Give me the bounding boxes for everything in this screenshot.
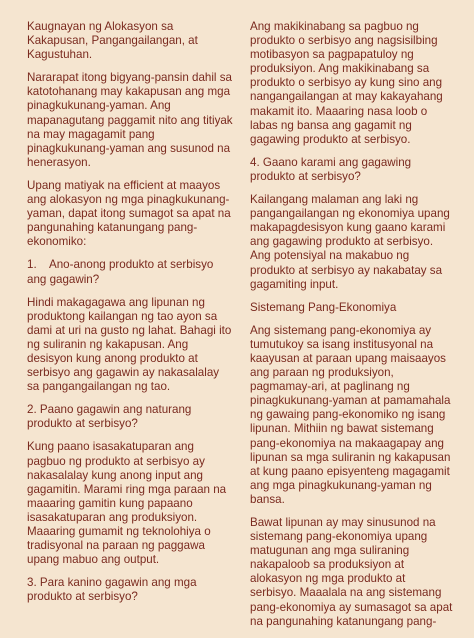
paragraph-kakapusan: Nararapat itong bigyang-pansin dahil sa katotohanang may kakapusan ang mga pinagkukunang-yaman. Ang mapanagutang paggamit nito ang titiyak na may magagamit pang pinagkukunang-yaman ang susunod na henerasyon. [27, 71, 233, 169]
section-title: Kaugnayan ng Alokasyon sa Kakapusan, Pangangailangan, at Kagustuhan. [27, 20, 198, 62]
paragraph-sistema-lipunan: Bawat lipunan ay may sinusunod na sistemang pang-ekonomiya upang matugunan ang mga suliraning nakapaloob sa produksiyon at alokasyon ng mga produkto at serbisyo. Maaalala na ang sistemang pang-ekonomiya ay sumasagot sa apat na pangunahing katanungang pang- [250, 516, 453, 628]
paragraph-sistema-definition: Ang sistemang pang-ekonomiya ay tumutukoy sa isang institusyonal na kaayusan at paraan upang maisaayos ang paraan ng produksiyon, pagmamay-ari, at paglinang ng pinagkukunang-yaman at pamamahala ng gawaing pang-ekonomiko ng isang lipunan. Mithiin ng bawat sistemang pang-ekonomiya na makaagapay ang lipunan sa mga suliranin ng kakapusan at kung paano episyenteng magagamit ang mga pinagkukunang-yaman ng bansa. [250, 323, 451, 506]
paragraph-alokasyon: Upang matiyak na efficient at maayos ang alokasyon ng mga pinagkukunang-yaman, dapat itong sumagot sa apat na pangunahing katanungang pang-ekonomiko: [27, 178, 231, 249]
question-2: 2. Paano gagawin ang naturang produkto at serbisyo? [27, 403, 192, 431]
question-1 [27, 258, 233, 286]
left-column [27, 20, 233, 613]
paragraph-answer-1: Hindi makagagawa ang lipunan ng produktong kailangan ng tao ayon sa dami at uri na gusto ng lahat. Bahagi ito ng suliranin ng kakapusan. Ang desisyon kung anong produkto at serbisyo ang gagawin ay nakasalalay sa pangangailangan ng tao. [27, 295, 232, 394]
question-3: 3. Para kanino gagawin ang mga produkto at serbisyo? [27, 576, 197, 604]
question-4: 4. Gaano karami ang gagawing produkto at serbisyo? [250, 155, 412, 183]
paragraph-answer-2: Kung paano isasakatuparan ang pagbuo ng produkto at serbisyo ay nakasalalay kung anong input ang gagamitin. Marami ring mga paraan na maaaring gamitin kung papaano isasakatuparan ang produksiyon. Maaaring gumamit ng teknolohiya o tradisyonal na paraan ng paggawa upang mabuo ang output. [27, 440, 227, 567]
right-column [250, 20, 454, 638]
question-1-number: 1. [27, 258, 37, 272]
paragraph-answer-4: Kailangang malaman ang laki ng pangangailangan ng ekonomiya upang makapagdesisyon kung gaano karami ang gagawing produkto at serbisyo. Ang potensiyal na makabuo ng produkto at serbisyo ay nakabatay sa gagamiting input. [250, 193, 450, 291]
paragraph-answer-3: Ang makikinabang sa pagbuo ng produkto o serbisyo ang nagsisilbing motibasyon sa pagpapatuloy ng produksiyon. Ang makikinabang sa produkto o serbisyo ay kung sino ang nangangailangan at may kakayahang makamit ito. Maaaring nasa loob o labas ng bansa ang gagamit ng gagawing produkto at serbisyo. [250, 20, 443, 146]
question-1-text: Ano-anong produkto at serbisyo ang gagawin? [27, 258, 214, 286]
section-heading: Sistemang Pang-Ekonomiya [250, 300, 397, 314]
